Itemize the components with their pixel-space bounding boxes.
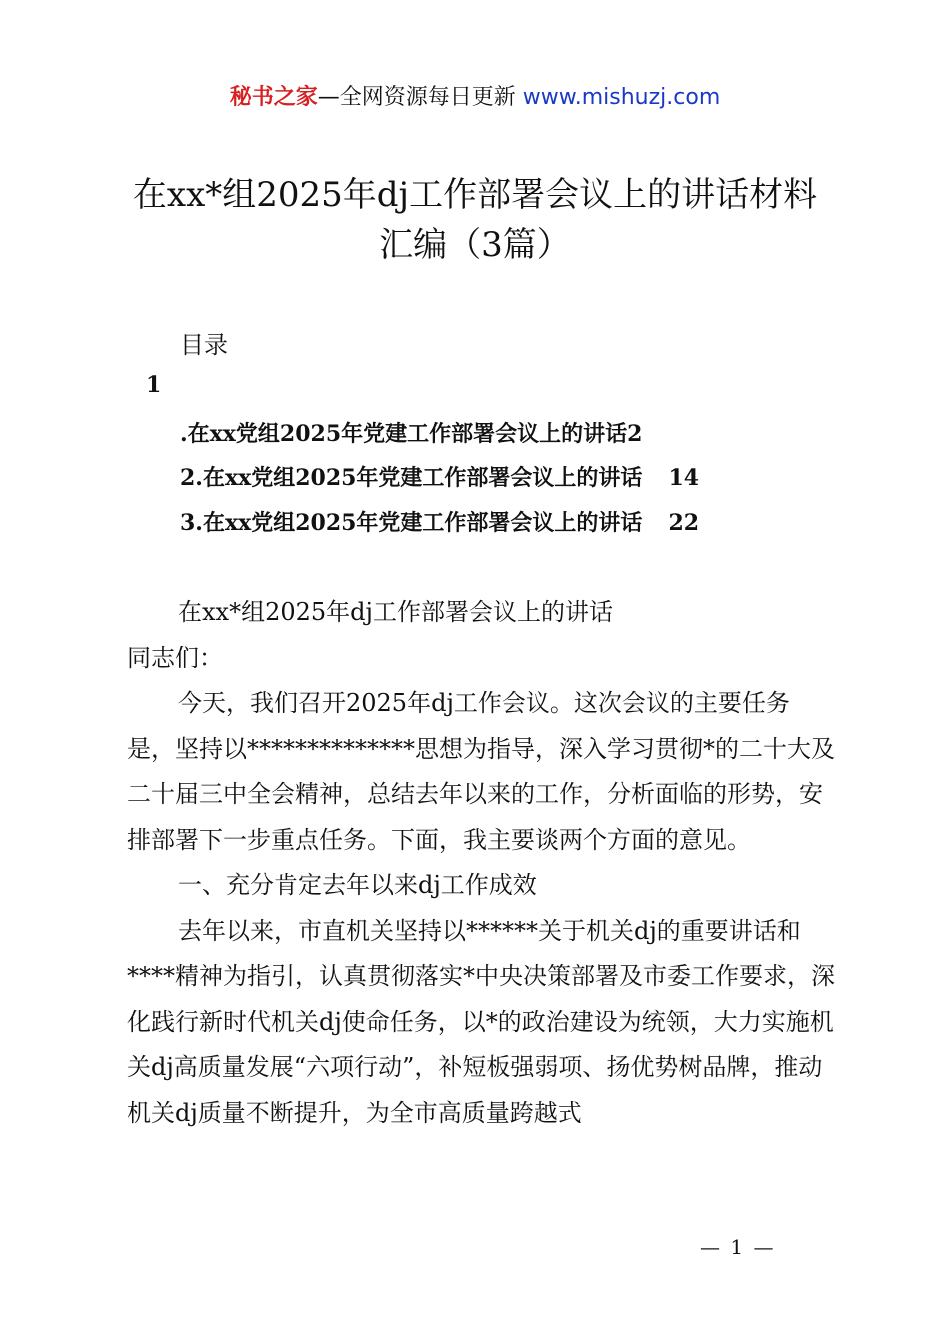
paragraph: 去年以来，市直机关坚持以******关于机关dj的重要讲话和****精神为指引，认真贯彻落实*中央决策部署及市委工作要求，深化践行新时代机关dj使命任务，以*的政治建设为统领，大力实施机关dj高质量发展“六项行动”，补短板强弱项、扬优势树品牌，推动机关dj质量不断提升，为全市高质量跨越式 (127, 916, 835, 1127)
header-tagline: —全网资源每日更新 (317, 85, 523, 110)
toc-item[interactable] (180, 461, 699, 492)
brand-name: 秘书之家 (229, 85, 318, 110)
site-header (0, 80, 950, 111)
toc-item-page: 2 (627, 421, 643, 447)
toc-item-title: 3.在xx党组2025年党建工作部署会议上的讲话 (180, 510, 643, 536)
toc-item-page: 14 (668, 465, 700, 491)
toc-item-title: .在xx党组2025年党建工作部署会议上的讲话 (180, 421, 628, 447)
toc-item-title: 2.在xx党组2025年党建工作部署会议上的讲话 (180, 465, 643, 491)
section-heading: 一、充分肯定去年以来dj工作成效 (178, 871, 537, 899)
toc-item[interactable] (180, 506, 699, 537)
article-subtitle: 在xx*组2025年dj工作部署会议上的讲话 (178, 598, 613, 626)
article-body (127, 590, 837, 1136)
paragraph: 今天，我们召开2025年dj工作会议。这次会议的主要任务是，坚持以**************思想为指导，深入学习贯彻*的二十大及二十届三中全会精神，总结去年以来的工作，分析面临的形势，安排部署下一步重点任务。下面，我主要谈两个方面的意见。 (127, 689, 835, 854)
document-title: 在xx*组2025年dj工作部署会议上的讲话材料汇编（3篇） (132, 175, 818, 265)
site-url-link[interactable]: www.mishuzj.com (522, 85, 721, 110)
salutation: 同志们： (127, 643, 223, 672)
page-number: — 1 — (700, 1235, 776, 1259)
toc-heading: 目录 (180, 331, 228, 359)
toc-lead-number: 1 (146, 372, 162, 398)
toc-item-page: 22 (668, 510, 700, 536)
toc-item[interactable] (180, 417, 642, 448)
